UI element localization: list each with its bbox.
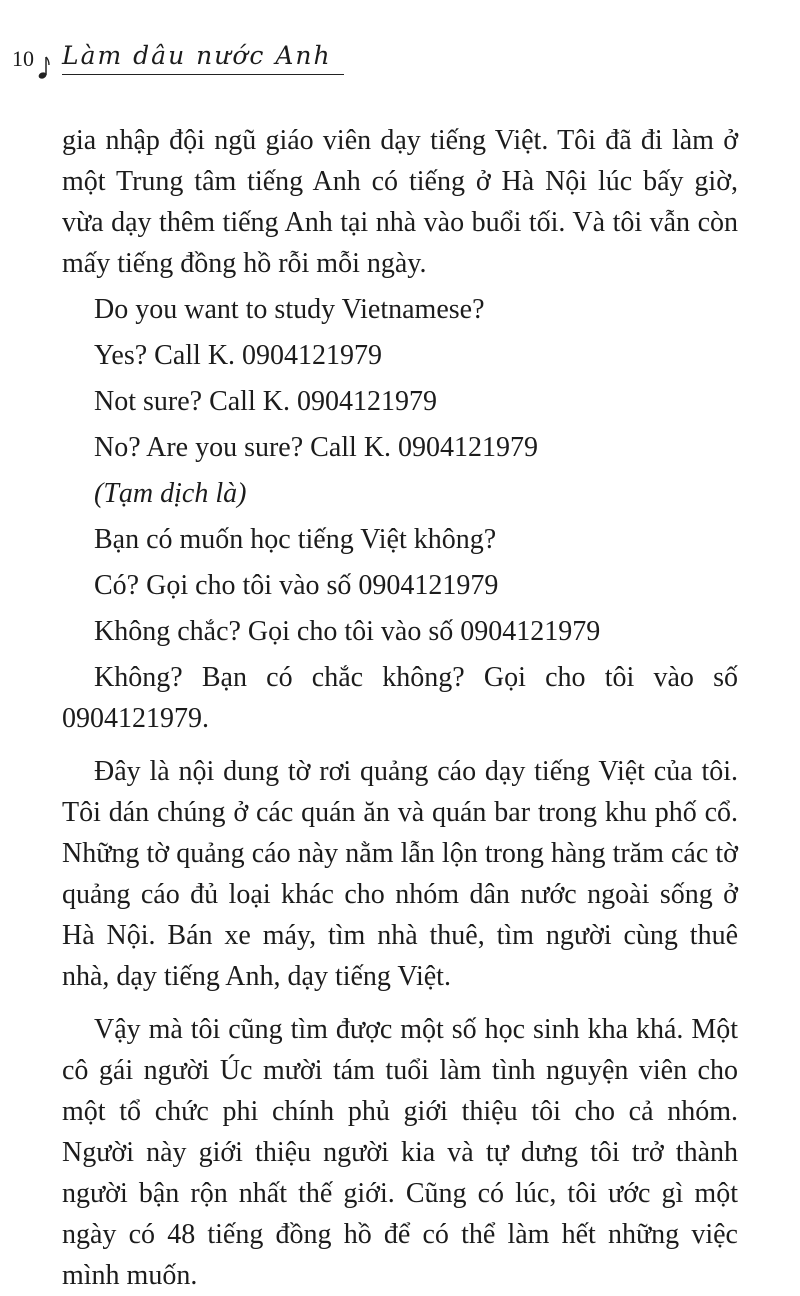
translated-line: Có? Gọi cho tôi vào số 0904121979 [94,570,499,601]
page-body [62,120,738,1296]
translated-line: Bạn có muốn học tiếng Việt không? [94,524,497,555]
flyer-line: Do you want to study Vietnamese? [94,294,485,325]
header-underline [62,74,344,75]
flyer-paragraph: Đây là nội dung tờ rơi quảng cáo dạy tiếng Việt của tôi. Tôi dán chúng ở các quán ăn và quán bar trong khu phố cổ. Những tờ quảng cáo này nằm lẫn lộn trong hàng trăm các tờ quảng cáo đủ loại khác cho nhóm dân nước ngoài sống ở Hà Nội. Bán xe máy, tìm nhà thuê, tìm người cùng thuê nhà, dạy tiếng Anh, dạy tiếng Việt. [62,756,738,992]
translated-line: Không? Bạn có chắc không? Gọi cho tôi vào số 0904121979. [62,662,738,734]
translated-line: Không chắc? Gọi cho tôi vào số 0904121979 [94,616,601,647]
continued-paragraph: gia nhập đội ngũ giáo viên dạy tiếng Việt. Tôi đã đi làm ở một Trung tâm tiếng Anh có tiếng ở Hà Nội lúc bấy giờ, vừa dạy thêm tiếng Anh tại nhà vào buổi tối. Và tôi vẫn còn mấy tiếng đồng hồ rỗi mỗi ngày. [62,125,738,279]
students-paragraph: Vậy mà tôi cũng tìm được một số học sinh kha khá. Một cô gái người Úc mười tám tuổi làm tình nguyện viên cho một tổ chức phi chính phủ giới thiệu tôi cho cả nhóm. Người này giới thiệu người kia và tự dưng tôi trở thành người bận rộn nhất thế giới. Cũng có lúc, tôi ước gì một ngày có 48 tiếng đồng hồ để có thể làm hết những việc mình muốn. [62,1014,738,1291]
flyer-line: Not sure? Call K. 0904121979 [94,386,437,417]
running-title: Làm dâu nước Anh [62,41,332,70]
flyer-line: Yes? Call K. 0904121979 [94,340,383,371]
translation-note: (Tạm dịch là) [94,478,247,509]
flyer-line: No? Are you sure? Call K. 0904121979 [94,432,539,463]
page-number: 10 [12,46,34,71]
page-header [12,40,342,80]
music-note-icon [36,54,50,80]
